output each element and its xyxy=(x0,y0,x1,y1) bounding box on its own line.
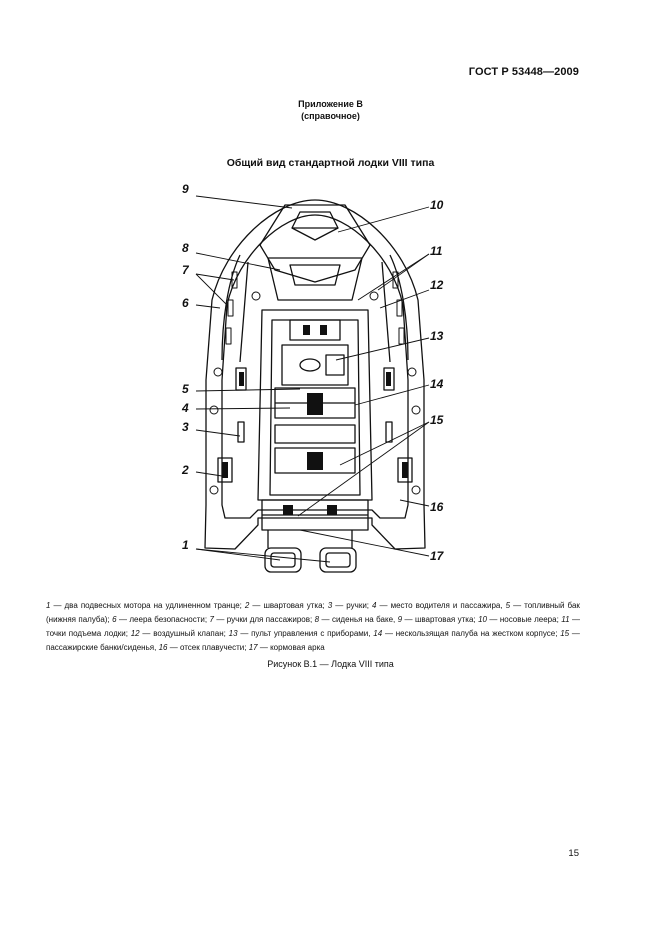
callout-7: 7 xyxy=(182,263,189,277)
callout-13: 13 xyxy=(430,329,444,343)
callout-11: 11 xyxy=(430,244,443,258)
callout-15: 15 xyxy=(430,413,444,427)
callout-6: 6 xyxy=(182,296,189,310)
callout-8: 8 xyxy=(182,241,189,255)
bow-deck xyxy=(260,205,370,282)
outer-tube xyxy=(205,200,425,549)
callout-12: 12 xyxy=(430,278,444,292)
console xyxy=(282,345,348,385)
callout-14: 14 xyxy=(430,377,444,391)
callout-10: 10 xyxy=(430,198,444,212)
callout-9: 9 xyxy=(182,182,189,196)
callout-17: 17 xyxy=(430,549,444,563)
standard-number: ГОСТ Р 53448—2009 xyxy=(468,66,579,78)
figure-legend xyxy=(46,599,580,655)
callout-2: 2 xyxy=(182,463,189,477)
callout-5: 5 xyxy=(182,382,189,396)
figure-caption: Рисунок В.1 — Лодка VIII типа xyxy=(267,659,394,669)
callout-16: 16 xyxy=(430,500,444,514)
appendix-heading xyxy=(0,98,661,122)
appendix-title: Приложение В xyxy=(298,99,363,109)
page-number: 15 xyxy=(568,848,579,859)
appendix-subtitle: (справочное) xyxy=(301,111,360,121)
callout-1: 1 xyxy=(182,538,189,552)
callout-3: 3 xyxy=(182,420,189,434)
figure-title: Общий вид стандартной лодки VIII типа xyxy=(226,157,435,169)
bench-1 xyxy=(275,425,355,443)
bow-seats xyxy=(268,258,362,300)
boat-drawing xyxy=(170,176,460,576)
callout-4: 4 xyxy=(182,401,189,415)
legend-line-1: 1 — два подвесных мотора на удлиненном транце; 2 — швартовая утка; 3 — ручки; 4 — место водителя и пассажира, 5 — топливный бак (нижняя палуба); 6 — леера безопасности; 7 — ручки для пассажиров; 8 — сиденья на баке, 9 — швартовая утка; 10 — носовые леера; 11 — точки подъема лодки; 12 — воздушный клапан; 13 — пульт управления с приборами, 14 — нескользящая палуба на жестком корпусе; 15 — пассажирские банки/сиденья, 16 — отсек плавучести; 17 — кормовая арка xyxy=(46,601,580,652)
